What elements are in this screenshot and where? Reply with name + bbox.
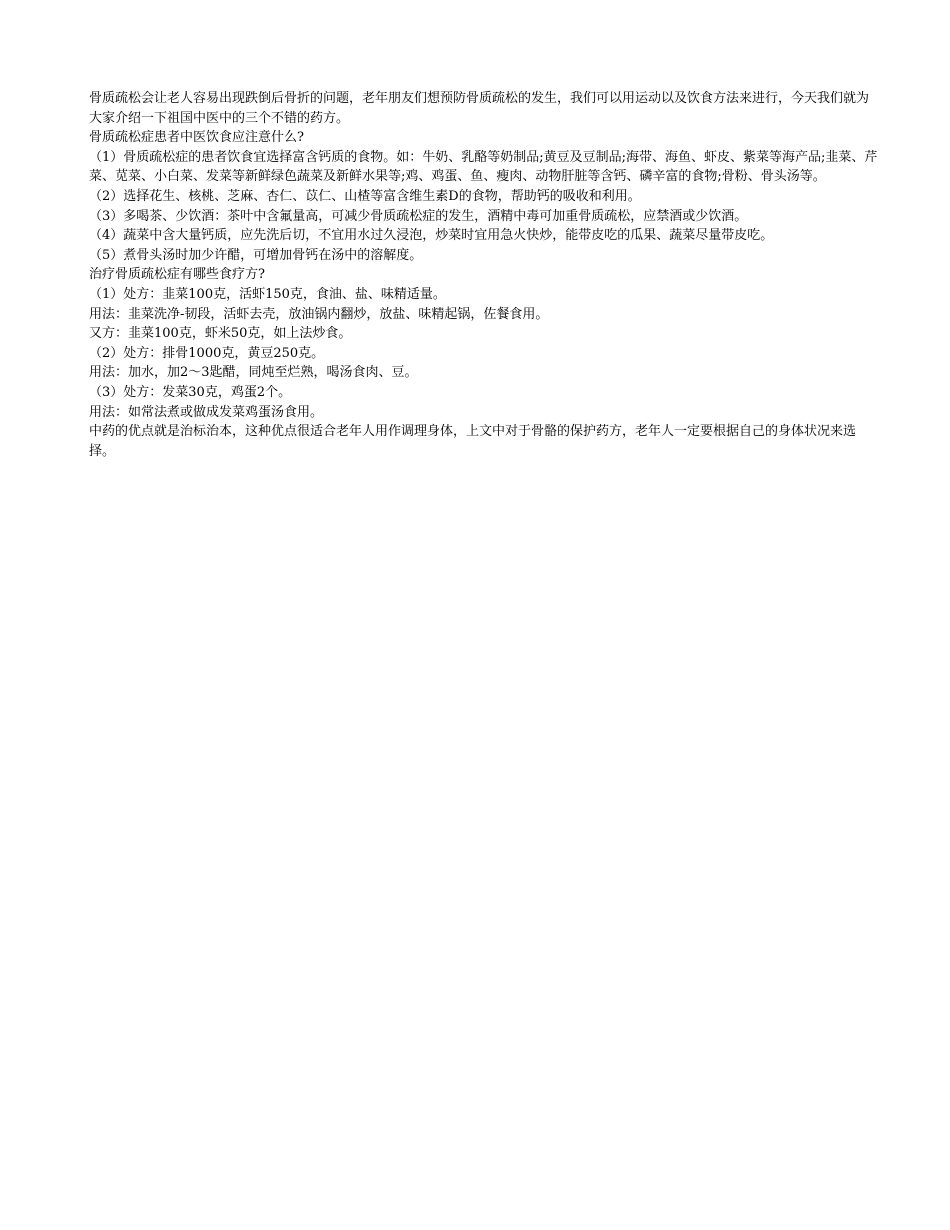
recipe-1-usage: 用法：韭菜洗净-韧段，活虾去壳，放油锅内翻炒，放盐、味精起锅，佐餐食用。 xyxy=(89,306,549,322)
closing-paragraph: 中药的优点就是治标治本，这种优点很适合老年人用作调理身体，上文中对于骨骼的保护药方，老年人一定要根据自己的身体状况来选择。 xyxy=(89,424,857,459)
diet-point-3: （3）多喝茶、少饮酒：茶叶中含氟量高，可减少骨质疏松症的发生，酒精中毒可加重骨质疏松，应禁酒或少饮酒。 xyxy=(89,208,748,224)
recipe-3-prescription: （3）处方：发菜30克，鸡蛋2个。 xyxy=(89,384,292,400)
diet-point-1: （1）骨质疏松症的患者饮食宜选择富含钙质的食物。如：牛奶、乳酪等奶制品;黄豆及豆制品;海带、海鱼、虾皮、紫菜等海产品;韭菜、芹菜、苋菜、小白菜、发菜等新鲜绿色蔬菜及新鲜水果等;鸡、鸡蛋、鱼、瘦肉、动物肝脏等含钙、磷辛富的食物;骨粉、骨头汤等。 xyxy=(89,149,878,185)
section-heading-diet: 骨质疏松症患者中医饮食应注意什么? xyxy=(89,130,304,146)
recipe-1-alternative: 又方：韭菜100克，虾米50克，如上法炒食。 xyxy=(89,326,352,342)
recipe-2-prescription: （2）处方：排骨1000克，黄豆250克。 xyxy=(89,345,325,361)
diet-point-4: （4）蔬菜中含大量钙质，应先洗后切，不宜用水过久浸泡，炒菜时宜用急火快炒，能带皮吃的瓜果、蔬菜尽量带皮吃。 xyxy=(89,228,774,244)
document-body xyxy=(89,89,879,461)
intro-paragraph: 骨质疏松会让老人容易出现跌倒后骨折的问题，老年朋友们想预防骨质疏松的发生，我们可以用运动以及饮食方法来进行，今天我们就为大家介绍一下祖国中医中的三个不错的药方。 xyxy=(89,91,870,126)
diet-point-5: （5）煮骨头汤时加少许醋，可增加骨钙在汤中的溶解度。 xyxy=(89,247,423,263)
diet-point-2: （2）选择花生、核桃、芝麻、杏仁、苡仁、山楂等富含维生素D的食物，帮助钙的吸收和利用。 xyxy=(89,188,641,204)
recipe-2-usage: 用法：加水，加2～3匙醋，同炖至烂熟，喝汤食肉、豆。 xyxy=(89,365,418,381)
section-heading-recipes: 治疗骨质疏松症有哪些食疗方? xyxy=(89,267,265,283)
recipe-1-prescription: （1）处方：韭菜100克，活虾150克，食油、盐、味精适量。 xyxy=(89,286,446,302)
recipe-3-usage: 用法：如常法煮或做成发菜鸡蛋汤食用。 xyxy=(89,404,324,420)
